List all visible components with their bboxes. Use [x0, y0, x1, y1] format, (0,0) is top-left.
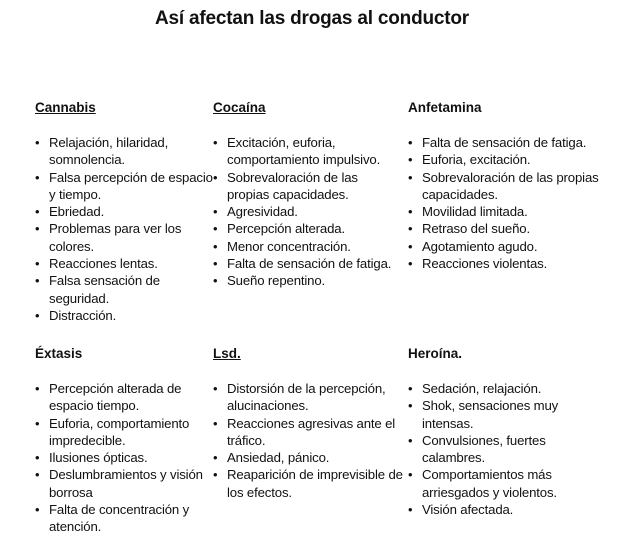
bullet-icon: •: [35, 502, 40, 518]
section-extasis: [35, 346, 220, 362]
bullet-icon: •: [213, 256, 218, 272]
bullet-icon: •: [408, 256, 413, 272]
list-item: [213, 134, 403, 169]
item-text: Ebriedad.: [49, 204, 105, 220]
list-item: [408, 220, 604, 237]
section-anfetamina: [408, 100, 604, 116]
bullet-icon: •: [35, 467, 40, 483]
list-item: [213, 466, 403, 501]
list-item: [35, 501, 220, 536]
item-text: Distorsión de la percepción, alucinaciones.: [227, 381, 386, 414]
item-text: Reacciones agresivas ante el tráfico.: [227, 415, 396, 448]
item-text: Convulsiones, fuertes calambres.: [422, 432, 546, 466]
bullet-icon: •: [35, 381, 40, 396]
item-text: Shok, sensaciones muy intensas.: [422, 398, 559, 431]
bullet-icon: •: [408, 135, 413, 150]
item-text: Falsa percepción de espacio y tiempo.: [49, 169, 213, 202]
list-item: [213, 449, 403, 466]
bullet-icon: •: [35, 307, 40, 323]
list-item: [408, 397, 604, 432]
section-heading: Lsd.: [213, 346, 241, 361]
bullet-icon: •: [213, 273, 218, 289]
cocaina-effects-list: [213, 134, 403, 290]
bullet-icon: •: [408, 204, 413, 220]
item-text: Falta de concentración y atención.: [49, 502, 190, 535]
section-heading: Cocaína: [213, 100, 266, 115]
item-text: Sedación, relajación.: [422, 381, 542, 396]
bullet-icon: •: [35, 204, 40, 220]
item-text: Problemas para ver los colores.: [49, 221, 182, 254]
item-text: Ansiedad, pánico.: [227, 450, 330, 466]
bullet-icon: •: [408, 432, 413, 448]
item-text: Euforia, excitación.: [422, 152, 531, 168]
list-item: [408, 501, 604, 518]
bullet-icon: •: [35, 169, 40, 185]
bullet-icon: •: [213, 135, 218, 150]
item-text: Sobrevaloración de las propias capacidades.: [227, 169, 358, 202]
section-heading: Éxtasis: [35, 346, 83, 361]
item-text: Comportamientos más arriesgados y violentos.: [422, 467, 557, 500]
list-item: [213, 238, 403, 255]
bullet-icon: •: [213, 415, 218, 431]
section-lsd: [213, 346, 403, 362]
item-text: Ilusiones ópticas.: [49, 450, 148, 466]
bullet-icon: •: [35, 135, 40, 150]
item-text: Menor concentración.: [227, 238, 351, 254]
document-title: Así afectan las drogas al conductor: [155, 8, 469, 29]
list-item: [408, 466, 604, 501]
list-item: [408, 134, 604, 151]
item-text: Reacciones violentas.: [422, 256, 548, 272]
list-item: [35, 415, 220, 450]
cannabis-effects-list: [35, 134, 220, 324]
bullet-icon: •: [35, 256, 40, 272]
list-item: [213, 169, 403, 204]
list-item: [408, 169, 604, 204]
item-text: Movilidad limitada.: [422, 204, 528, 220]
item-text: Sueño repentino.: [227, 273, 326, 289]
list-item: [408, 203, 604, 220]
extasis-effects-list: [35, 380, 220, 536]
list-item: [35, 134, 220, 169]
item-text: Retraso del sueño.: [422, 221, 530, 237]
bullet-icon: •: [35, 221, 40, 237]
bullet-icon: •: [408, 221, 413, 237]
item-text: Falsa sensación de seguridad.: [49, 273, 160, 306]
item-text: Sobrevaloración de las propias capacidades.: [422, 169, 599, 202]
bullet-icon: •: [408, 152, 413, 168]
item-text: Excitación, euforia, comportamiento impulsivo.: [227, 135, 381, 168]
bullet-icon: •: [213, 169, 218, 185]
item-text: Percepción alterada de espacio tiempo.: [49, 381, 182, 414]
item-text: Agotamiento agudo.: [422, 238, 538, 254]
anfetamina-effects-list: [408, 134, 604, 272]
bullet-icon: •: [408, 398, 413, 414]
bullet-icon: •: [35, 273, 40, 289]
item-text: Reaparición de imprevisible de los efectos.: [227, 467, 403, 500]
bullet-icon: •: [408, 502, 413, 518]
list-item: [35, 307, 220, 324]
list-item: [408, 380, 604, 397]
list-item: [408, 255, 604, 272]
item-text: Falta de sensación de fatiga.: [422, 135, 587, 150]
item-text: Reacciones lentas.: [49, 256, 158, 272]
list-item: [408, 432, 604, 467]
bullet-icon: •: [213, 204, 218, 220]
bullet-icon: •: [213, 221, 218, 237]
heroina-effects-list: [408, 380, 604, 518]
bullet-icon: •: [213, 467, 218, 483]
bullet-icon: •: [213, 450, 218, 466]
item-text: Percepción alterada.: [227, 221, 345, 237]
bullet-icon: •: [35, 450, 40, 466]
bullet-icon: •: [408, 467, 413, 483]
list-item: [35, 466, 220, 501]
list-item: [35, 169, 220, 204]
list-item: [35, 380, 220, 415]
list-item: [213, 220, 403, 237]
list-item: [35, 203, 220, 220]
list-item: [35, 272, 220, 307]
item-text: Visión afectada.: [422, 502, 514, 518]
item-text: Distracción.: [49, 307, 117, 323]
bullet-icon: •: [408, 381, 413, 396]
list-item: [213, 203, 403, 220]
list-item: [213, 272, 403, 289]
item-text: Falta de sensación de fatiga.: [227, 256, 392, 272]
bullet-icon: •: [213, 238, 218, 254]
section-heading: Heroína.: [408, 346, 463, 361]
item-text: Deslumbramientos y visión borrosa: [49, 467, 203, 500]
list-item: [213, 380, 403, 415]
list-item: [35, 449, 220, 466]
list-item: [408, 238, 604, 255]
section-heroina: [408, 346, 604, 362]
bullet-icon: •: [408, 238, 413, 254]
list-item: [408, 151, 604, 168]
section-cannabis: [35, 100, 220, 116]
lsd-effects-list: [213, 380, 403, 501]
list-item: [213, 415, 403, 450]
list-item: [213, 255, 403, 272]
item-text: Relajación, hilaridad, somnolencia.: [49, 135, 169, 168]
item-text: Euforia, comportamiento impredecible.: [49, 415, 190, 448]
list-item: [35, 255, 220, 272]
bullet-icon: •: [408, 169, 413, 185]
section-heading: Anfetamina: [408, 100, 482, 115]
list-item: [35, 220, 220, 255]
item-text: Agresividad.: [227, 204, 298, 220]
section-cocaina: [213, 100, 403, 116]
bullet-icon: •: [213, 381, 218, 396]
bullet-icon: •: [35, 415, 40, 431]
section-heading: Cannabis: [35, 100, 96, 115]
